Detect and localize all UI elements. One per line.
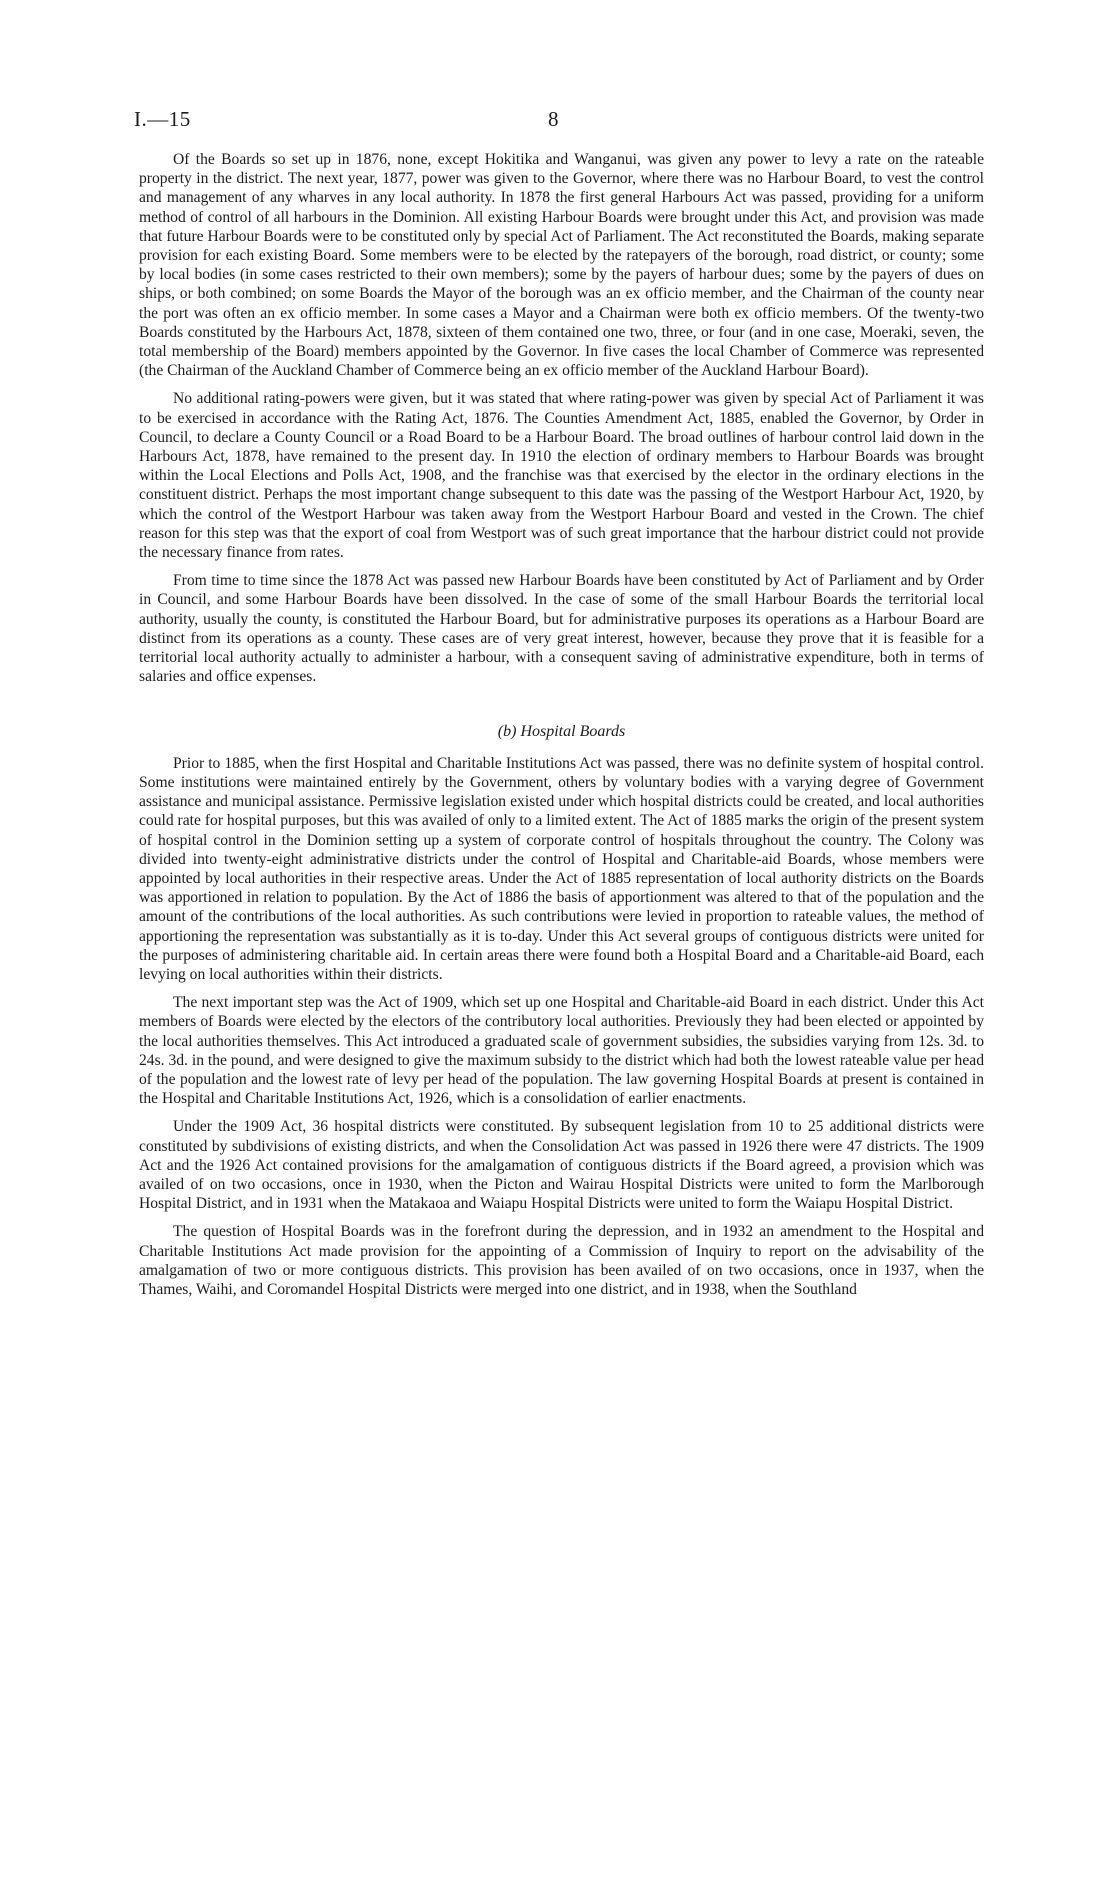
paragraph: Prior to 1885, when the first Hospital and Charitable Institutions Act was passed, there was no definite system of hospital control. Some institutions were maintained entirely by the Government, others by voluntary bodies with a varying degree of Government assistance and municipal assistance. Permissive legislation existed under which hospital districts could be created, and local authorities could rate for hospital purposes, but this was availed of only to a limited extent. The Act of 1885 marks the origin of the present system of hospital control in the Dominion setting up a system of corporate control of hospitals throughout the country. The Colony was divided into twenty-eight administrative districts under the control of Hospital and Charitable-aid Boards, whose members were appointed by local authorities in their respective areas. Under the Act of 1885 representation of local authority districts on the Boards was apportioned in relation to population. By the Act of 1886 the basis of apportionment was altered to that of the population and the amount of the contributions of the local authorities. As such contributions were levied in proportion to rateable values, the method of apportioning the representation was substantially as it is to-day. Under this Act several groups of contiguous districts were united for the purposes of administering charitable aid. In certain areas there were found both a Hospital Board and a Charitable-aid Board, each levying on local authorities within their districts. xyxy=(139,754,984,983)
paragraph: Under the 1909 Act, 36 hospital districts were constituted. By subsequent legislation from 10 to 25 additional districts were constituted by subdivisions of existing districts, and when the Consolidation Act was passed in 1926 there were 47 districts. The 1909 Act and the 1926 Act contained provisions for the amalgamation of contiguous districts if the Board agreed, a provision which was availed of on two occasions, once in 1930, when the Picton and Wairau Hospital Districts were united to form the Marlborough Hospital District, and in 1931 when the Matakaoa and Waiapu Hospital Districts were united to form the Waiapu Hospital District. xyxy=(139,1118,984,1213)
paragraph: From time to time since the 1878 Act was passed new Harbour Boards have been constituted by Act of Parliament and by Order in Council, and some Harbour Boards have been dissolved. In the case of some of the small Harbour Boards the territorial local authority, usually the county, is constituted the Harbour Board, but for administrative purposes its operations as a Harbour Board are distinct from its operations as a county. These cases are of very great interest, however, because they prove that it is feasible for a territorial local authority actually to administer a harbour, with a consequent saving of administrative expenditure, both in terms of salaries and office expenses. xyxy=(139,572,984,686)
page-number: 8 xyxy=(548,107,559,131)
section-title: Hospital Boards xyxy=(520,723,626,741)
document-reference: I.—15 xyxy=(134,107,191,131)
paragraph: Of the Boards so set up in 1876, none, except Hokitika and Wanganui, was given any power to levy a rate on the rateable property in the district. The next year, 1877, power was given to the Governor, where there was no Harbour Board, to vest the control and management of any wharves in any local authority. In 1878 the first general Harbours Act was passed, providing for a uniform method of control of all harbours in the Dominion. All existing Harbour Boards were brought under this Act, and provision was made that future Harbour Boards were to be constituted only by special Act of Parliament. The Act reconstituted the Boards, making separate provision for each existing Board. Some members were to be elected by the ratepayers of the borough, road district, or county; some by local bodies (in some cases restricted to their own members); some by the payers of harbour dues; some by the payers of dues on ships, or both combined; on some Boards the Mayor of the borough was an ex officio member, and the Chairman of the county near the port was often an ex officio member. In some cases a Mayor and a Chairman were both ex officio members. Of the twenty-two Boards constituted by the Harbours Act, 1878, sixteen of them contained one two, three, or four (and in one case, Moeraki, seven, the total membership of the Board) members appointed by the Governor. In five cases the local Chamber of Commerce was represented (the Chairman of the Auckland Chamber of Commerce being an ex officio member of the Auckland Harbour Board). xyxy=(139,151,984,380)
paragraph: The next important step was the Act of 1909, which set up one Hospital and Charitable-aid Board in each district. Under this Act members of Boards were elected by the electors of the contributory local authorities. Previously they had been elected or appointed by the local authorities themselves. This Act introduced a graduated scale of government subsidies, the subsidies varying from 12s. 3d. to 24s. 3d. in the pound, and were designed to give the maximum subsidy to the district which had both the lowest rateable value per head of the population and the lowest rate of levy per head of the population. The law governing Hospital Boards at present is contained in the Hospital and Charitable Institutions Act, 1926, which is a consolidation of earlier enactments. xyxy=(139,994,984,1108)
paragraph: The question of Hospital Boards was in the forefront during the depression, and in 1932 an amendment to the Hospital and Charitable Institutions Act made provision for the appointing of a Commission of Inquiry to report on the advisability of the amalgamation of two or more contiguous districts. This provision has been availed of on two occasions, once in 1937, when the Thames, Waihi, and Coromandel Hospital Districts were merged into one district, and in 1938, when the Southland xyxy=(139,1223,984,1298)
paragraph: No additional rating-powers were given, but it was stated that where rating-power was given by special Act of Parliament it was to be exercised in accordance with the Rating Act, 1876. The Counties Amendment Act, 1885, enabled the Governor, by Order in Council, to declare a County Council or a Road Board to be a Harbour Board. The broad outlines of harbour control laid down in the Harbours Act, 1878, have remained to the present day. In 1910 the election of ordinary members to Harbour Boards was brought within the Local Elections and Polls Act, 1908, and the franchise was that exercised by the elector in the ordinary elections in the constituent district. Perhaps the most important change subsequent to this date was the passing of the Westport Harbour Act, 1920, by which the control of the Westport Harbour was taken away from the Westport Harbour Board and vested in the Crown. The chief reason for this step was that the export of coal from Westport was of such great importance that the harbour district could not provide the necessary finance from rates. xyxy=(139,390,984,562)
body-text xyxy=(139,150,984,1308)
section-heading xyxy=(139,722,984,741)
section-label: (b) xyxy=(497,723,517,741)
